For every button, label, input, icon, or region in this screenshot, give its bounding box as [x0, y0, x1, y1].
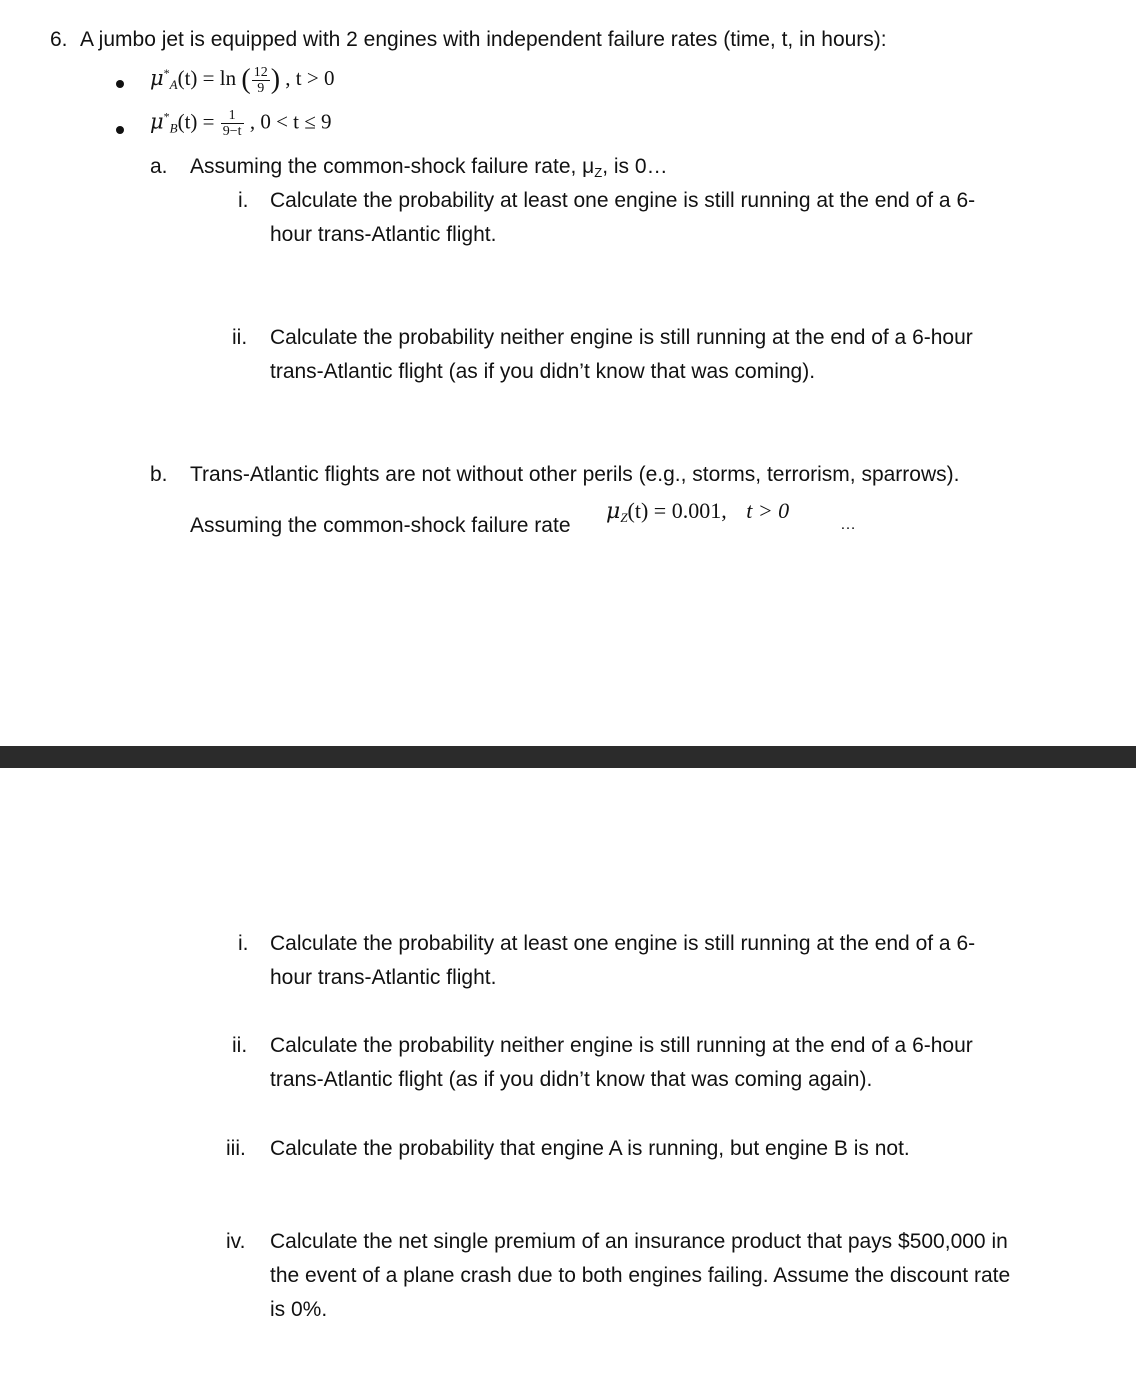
part-a-item-i-line2: hour trans-Atlantic flight. [270, 223, 497, 246]
part-b-line2: Assuming the common-shock failure rate [190, 514, 571, 537]
bullet-dot [116, 80, 124, 88]
part-b-item-iv-line1: Calculate the net single premium of an insurance product that pays $500,000 in [270, 1230, 1008, 1253]
part-a-text: Assuming the common-shock failure rate, $\mu_Z$, is 0… [190, 155, 668, 180]
part-b-item-ii-line1: Calculate the probability neither engine is still running at the end of a 6-hour [270, 1034, 973, 1057]
part-a-item-ii-line1: Calculate the probability neither engine is still running at the end of a 6-hour [270, 326, 973, 349]
formula-mu-b: $\mu^*_B(t)$ = $\frac{1}{9-t}$ , 0 < t ≤ 9 [150, 108, 332, 139]
part-a-item-i-line1: Calculate the probability at least one engine is still running at the end of a 6- [270, 189, 976, 212]
bullet-dot [116, 126, 124, 134]
question-number: 6. [50, 28, 68, 51]
part-b-item-iv-label: iv. [226, 1230, 246, 1253]
part-b-item-ii-line2: trans-Atlantic flight (as if you didn’t know that was coming again). [270, 1068, 873, 1091]
question-intro: A jumbo jet is equipped with 2 engines with independent failure rates (time, t, in hours): [80, 28, 887, 51]
part-b-item-i-line1: Calculate the probability at least one engine is still running at the end of a 6- [270, 932, 976, 955]
part-a-item-ii-label: ii. [232, 326, 248, 349]
part-b-item-iii-line1: Calculate the probability that engine A is running, but engine B is not. [270, 1137, 910, 1160]
part-b-item-i-label: i. [238, 932, 249, 955]
part-b-label: b. [150, 463, 168, 486]
part-b-item-iii-label: iii. [226, 1137, 246, 1160]
page-divider [0, 746, 1136, 768]
part-b-line1: Trans-Atlantic flights are not without other perils (e.g., storms, terrorism, sparrows). [190, 463, 960, 486]
formula-mu-a: $\mu^*_A(t) = \ln$ ( $\frac{12}{9}$ ) , t > 0 [150, 64, 335, 96]
part-a-label: a. [150, 155, 168, 178]
common-shock-rate-formula: $\mu_Z(t) = 0.001$, t > 0 [606, 498, 790, 525]
part-a-item-ii-line2: trans-Atlantic flight (as if you didn’t know that was coming). [270, 360, 816, 383]
part-b-item-i-line2: hour trans-Atlantic flight. [270, 966, 497, 989]
ellipsis: … [840, 516, 856, 533]
part-b-item-iv-line2: the event of a plane crash due to both engines failing. Assume the discount rate [270, 1264, 1011, 1287]
part-b-item-iv-line3: is 0%. [270, 1298, 328, 1321]
part-b-item-ii-label: ii. [232, 1034, 248, 1057]
part-a-item-i-label: i. [238, 189, 249, 212]
